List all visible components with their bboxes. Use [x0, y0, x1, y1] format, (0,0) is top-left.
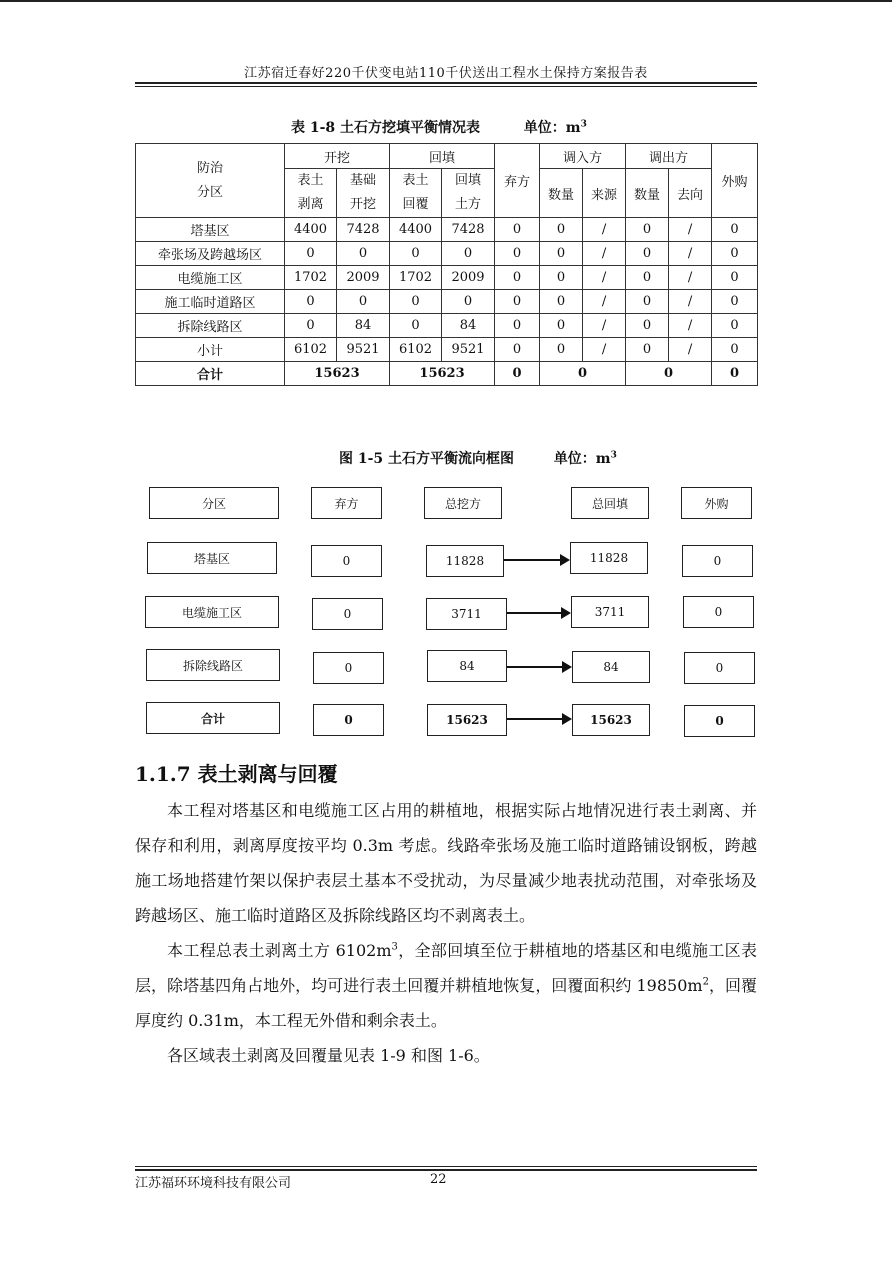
table-caption	[291, 117, 587, 137]
header-foundation	[337, 169, 390, 218]
table-cell: 0	[712, 314, 758, 338]
flow-arrow	[507, 666, 570, 668]
table-cell: 0	[540, 290, 583, 314]
table-unit: 单位：m	[523, 120, 581, 136]
total-purchase: 0	[712, 362, 758, 386]
table-cell: 84	[337, 314, 390, 338]
table-cell-zone: 小计	[136, 338, 285, 362]
table-cell: 7428	[442, 218, 495, 242]
header-rule-thin	[135, 86, 757, 87]
table-cell-zone: 塔基区	[136, 218, 285, 242]
table-cell: 0	[626, 218, 669, 242]
table-cell: 0	[712, 290, 758, 314]
flow-fill-box: 11828	[570, 542, 648, 574]
header-topsoil-cover-line1: 表土	[402, 173, 429, 188]
table-cell: 4400	[390, 218, 442, 242]
header-zone-line2: 分区	[196, 184, 223, 200]
header-rule-thick	[135, 82, 757, 84]
table-cell: 0	[390, 314, 442, 338]
paragraph-3: 各区域表土剥离及回覆量见表 1-9 和图 1-6。	[167, 1046, 490, 1065]
header-zone	[136, 144, 285, 218]
table-cell: /	[583, 314, 626, 338]
flow-arrow	[507, 718, 570, 720]
table-cell: 6102	[390, 338, 442, 362]
running-header: 江苏宿迁春好220千伏变电站110千伏送出工程水土保持方案报告表	[244, 66, 648, 81]
flow-head-excavate: 总挖方	[424, 487, 502, 519]
paragraph-2-part-c: ，回覆厚度约 0.31m，本工程无外借和剩余表土。	[135, 976, 757, 1030]
flow-purchase-box: 0	[682, 545, 753, 577]
flow-head-fill: 总回填	[571, 487, 649, 519]
header-backfill-soil-line2: 土方	[455, 197, 482, 212]
header-zone-line1: 防治	[196, 160, 223, 176]
table-cell: 0	[712, 266, 758, 290]
header-backfill-soil	[442, 169, 495, 218]
table-unit-exponent: 3	[580, 119, 587, 130]
header-export: 调出方	[626, 144, 712, 169]
header-import-qty: 数量	[540, 169, 583, 218]
footer-rule-thick	[135, 1169, 757, 1171]
total-backfill: 15623	[390, 362, 495, 386]
table-cell: 0	[495, 290, 540, 314]
flow-waste-box: 0	[311, 545, 382, 577]
table-cell: /	[669, 314, 712, 338]
table-cell: 0	[285, 314, 337, 338]
flow-waste-box: 0	[313, 652, 384, 684]
header-topsoil-cover	[390, 169, 442, 218]
table-cell: 0	[626, 242, 669, 266]
flow-head-zone: 分区	[149, 487, 279, 519]
paragraph-2-part-a: 本工程总表土剥离土方 6102m	[167, 941, 392, 960]
table-cell: 0	[337, 242, 390, 266]
table-cell: /	[669, 266, 712, 290]
flow-arrow	[504, 559, 568, 561]
paragraph-1: 本工程对塔基区和电缆施工区占用的耕植地，根据实际占地情况进行表土剥离、并保存和利用，剥离厚度按平均 0.3m 考虑。线路牵张场及施工临时道路铺设钢板，跨越施工场地搭建竹架以保护表层土基本不受扰动，为尽量减少地表扰动范围，对牵张场及跨越场区、施工临时道路区及拆除线路区均不剥离表土。	[135, 801, 757, 925]
table-total-row	[136, 362, 758, 386]
table-cell: 0	[626, 314, 669, 338]
footer-company: 江苏福环环境科技有限公司	[135, 1176, 292, 1191]
header-backfill-soil-line1: 回填	[455, 173, 482, 188]
table-cell: 0	[495, 314, 540, 338]
header-export-dest: 去向	[669, 169, 712, 218]
table-cell: /	[583, 218, 626, 242]
total-waste: 0	[495, 362, 540, 386]
table-cell: 0	[712, 218, 758, 242]
table-row	[136, 314, 758, 338]
header-export-qty: 数量	[626, 169, 669, 218]
header-backfill: 回填	[390, 144, 495, 169]
table-cell: 1702	[285, 266, 337, 290]
table-cell: 0	[442, 242, 495, 266]
table-cell: /	[583, 338, 626, 362]
table-cell: 1702	[390, 266, 442, 290]
flow-zone-box: 塔基区	[147, 542, 277, 574]
header-excavation: 开挖	[285, 144, 390, 169]
flow-total-zone-box: 合计	[146, 702, 280, 734]
flow-head-waste: 弃方	[311, 487, 382, 519]
total-excavation: 15623	[285, 362, 390, 386]
table-cell: 0	[390, 242, 442, 266]
flow-total-waste-box: 0	[313, 704, 384, 736]
table-cell: 0	[390, 290, 442, 314]
page-top-border	[0, 0, 892, 2]
flow-purchase-box: 0	[683, 596, 754, 628]
table-row	[136, 290, 758, 314]
table-cell: /	[669, 290, 712, 314]
table-cell: /	[669, 242, 712, 266]
table-cell: 0	[285, 290, 337, 314]
table-cell: 0	[712, 338, 758, 362]
table-cell: 0	[285, 242, 337, 266]
table-cell: 0	[540, 242, 583, 266]
earthwork-balance-table	[135, 143, 758, 386]
table-cell-zone: 拆除线路区	[136, 314, 285, 338]
table-cell: 0	[540, 338, 583, 362]
header-import: 调入方	[540, 144, 626, 169]
figure-caption-title: 图 1-5 土石方平衡流向框图	[339, 451, 515, 467]
figure-unit-exponent: 3	[610, 450, 617, 461]
table-cell: 0	[540, 218, 583, 242]
flow-fill-box: 84	[572, 651, 650, 683]
flow-excavate-box: 3711	[426, 598, 507, 630]
flow-total-excavate-box: 15623	[427, 704, 507, 736]
table-cell: 7428	[337, 218, 390, 242]
paragraph-2-part-b: ，全部回填至位于耕植地的塔基区和电缆施工区表层，除塔基四角占地外，均可进行表土回覆并耕植地恢复，回覆面积约 19850m	[135, 941, 757, 995]
flow-excavate-box: 11828	[426, 545, 504, 577]
table-cell: 84	[442, 314, 495, 338]
table-cell: 0	[495, 266, 540, 290]
header-topsoil-strip-line1: 表土	[297, 173, 324, 188]
table-cell: 6102	[285, 338, 337, 362]
table-cell: /	[669, 218, 712, 242]
table-caption-title: 表 1-8 土石方挖填平衡情况表	[291, 120, 481, 136]
table-cell: /	[669, 338, 712, 362]
header-topsoil-strip-line2: 剥离	[297, 197, 324, 212]
flow-zone-box: 拆除线路区	[146, 649, 280, 681]
table-cell: 0	[337, 290, 390, 314]
flow-excavate-box: 84	[427, 650, 507, 682]
section-heading: 1.1.7 表土剥离与回覆	[135, 762, 338, 786]
paragraph-2-sup-1: 3	[391, 941, 398, 953]
table-cell: /	[583, 266, 626, 290]
header-waste: 弃方	[495, 144, 540, 218]
flow-arrow	[507, 612, 569, 614]
total-import: 0	[540, 362, 626, 386]
table-cell: 0	[626, 338, 669, 362]
flow-head-purchase: 外购	[681, 487, 752, 519]
flow-fill-box: 3711	[571, 596, 649, 628]
flow-zone-box: 电缆施工区	[145, 596, 279, 628]
table-cell: 0	[626, 290, 669, 314]
table-cell: /	[583, 242, 626, 266]
total-label: 合计	[136, 362, 285, 386]
table-cell: /	[583, 290, 626, 314]
table-cell: 0	[626, 266, 669, 290]
table-cell: 0	[495, 242, 540, 266]
table-row	[136, 218, 758, 242]
flow-purchase-box: 0	[684, 652, 755, 684]
table-cell-zone: 牵张场及跨越场区	[136, 242, 285, 266]
table-cell: 9521	[442, 338, 495, 362]
header-topsoil-strip	[285, 169, 337, 218]
table-cell-zone: 施工临时道路区	[136, 290, 285, 314]
table-row	[136, 266, 758, 290]
header-import-source: 来源	[583, 169, 626, 218]
table-row	[136, 338, 758, 362]
header-topsoil-cover-line2: 回覆	[402, 197, 429, 212]
table-cell: 0	[442, 290, 495, 314]
table-cell: 0	[495, 218, 540, 242]
table-cell: 0	[712, 242, 758, 266]
flow-waste-box: 0	[312, 598, 383, 630]
table-cell: 0	[540, 266, 583, 290]
figure-unit: 单位：m	[553, 451, 611, 467]
table-cell: 9521	[337, 338, 390, 362]
total-export: 0	[626, 362, 712, 386]
footer-rule-thin	[135, 1166, 757, 1167]
figure-caption	[339, 448, 617, 468]
table-cell: 0	[495, 338, 540, 362]
table-cell-zone: 电缆施工区	[136, 266, 285, 290]
header-purchase: 外购	[712, 144, 758, 218]
table-row	[136, 242, 758, 266]
flow-total-purchase-box: 0	[684, 705, 755, 737]
paragraph-2-sup-2: 2	[702, 976, 709, 988]
flow-total-fill-box: 15623	[572, 704, 650, 736]
table-cell: 2009	[442, 266, 495, 290]
table-cell: 2009	[337, 266, 390, 290]
page-number: 22	[430, 1172, 447, 1187]
table-cell: 4400	[285, 218, 337, 242]
table-cell: 0	[540, 314, 583, 338]
paragraph-2	[135, 933, 757, 1038]
header-foundation-line2: 开挖	[350, 197, 377, 212]
header-foundation-line1: 基础	[350, 173, 377, 188]
